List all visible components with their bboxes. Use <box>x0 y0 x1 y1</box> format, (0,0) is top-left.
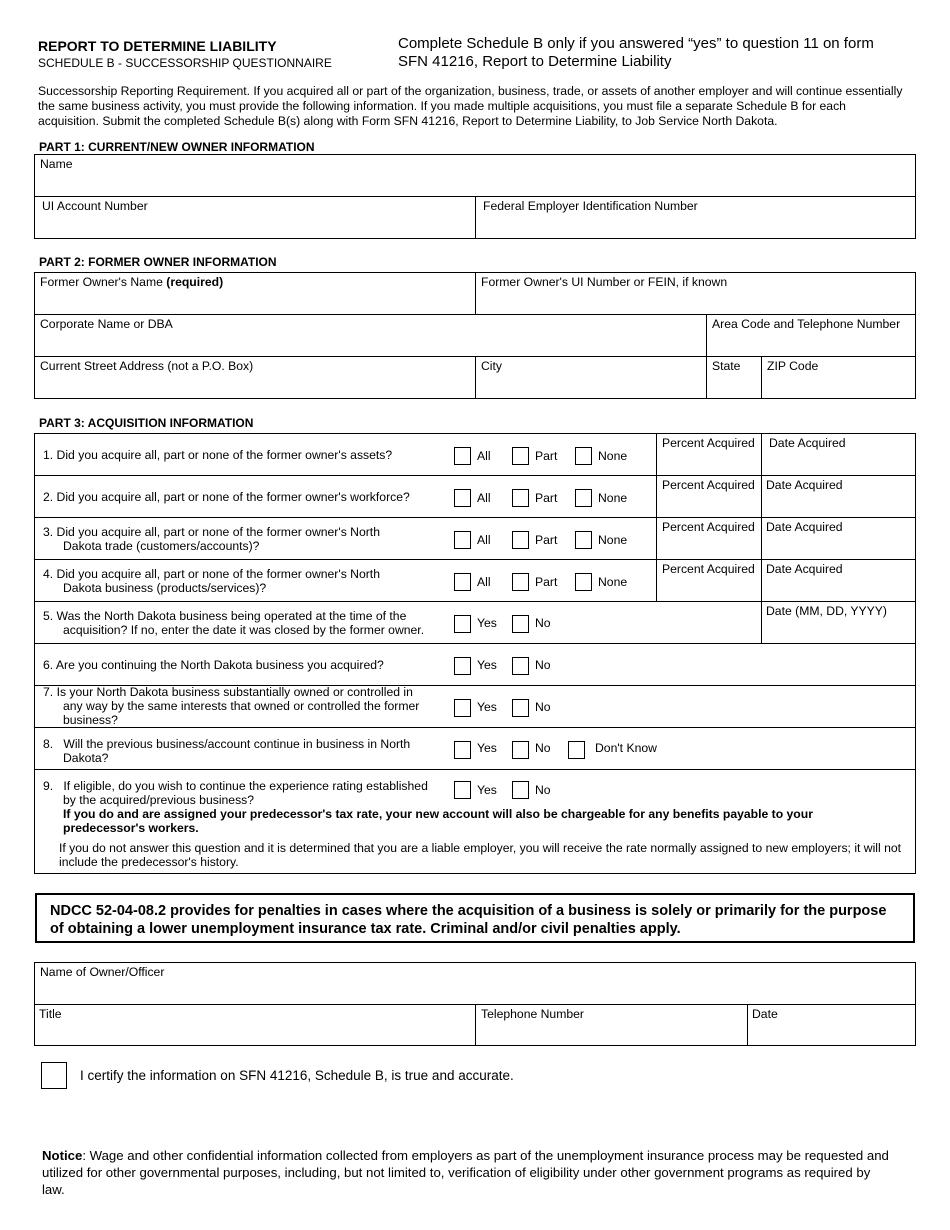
certify-checkbox[interactable] <box>41 1062 67 1089</box>
q2-all-label: All <box>477 491 491 505</box>
phone-field[interactable] <box>706 314 915 356</box>
state-label: State <box>712 359 741 373</box>
notice-text: : Wage and other confidential information collected from employers as part of the unemployment insurance process may be requested and utilized for other governmental purposes, including, but not limited to, verification of eligibility under other government programs as required by law. <box>42 1148 889 1197</box>
q6-yes-label: Yes <box>477 658 497 672</box>
part2-box <box>34 272 916 399</box>
q9-yes-label: Yes <box>477 783 497 797</box>
q2-all-checkbox[interactable] <box>454 489 471 507</box>
q7-no-label: No <box>535 700 551 714</box>
phone-label: Area Code and Telephone Number <box>712 317 901 331</box>
part1-box <box>34 154 916 239</box>
owner-name-label: Name of Owner/Officer <box>40 965 165 979</box>
q2-part-label: Part <box>535 491 558 505</box>
street-address-field[interactable] <box>35 356 476 398</box>
q3-none-label: None <box>598 533 628 547</box>
signature-box <box>34 962 916 1046</box>
part3-box <box>34 433 916 874</box>
q1-all-checkbox[interactable] <box>454 447 471 465</box>
part2-heading: PART 2: FORMER OWNER INFORMATION <box>39 255 277 269</box>
part3-heading: PART 3: ACQUISITION INFORMATION <box>39 416 254 430</box>
q5-yes-checkbox[interactable] <box>454 615 471 633</box>
name-field[interactable] <box>35 155 915 197</box>
q1-all-label: All <box>477 449 491 463</box>
q3-all-label: All <box>477 533 491 547</box>
q7-no-checkbox[interactable] <box>512 699 529 717</box>
street-address-label: Current Street Address (not a P.O. Box) <box>40 359 254 373</box>
former-owner-name-label: Former Owner's Name <box>40 275 167 289</box>
ui-account-label: UI Account Number <box>42 199 148 213</box>
q3-part-label: Part <box>535 533 558 547</box>
q5-no-checkbox[interactable] <box>512 615 529 633</box>
q4-none-label: None <box>598 575 628 589</box>
intro-paragraph: Successorship Reporting Requirement. If you acquired all or part of the organization, business, trade, or assets of another employer and will continue essentially the same business activity, you must provide the following information. If you made multiple acquisitions, you must file a separate Schedule B for each acquisition. Submit the completed Schedule B(s) along with Form SFN 41216, Report to Determine Liability, to Job Service North Dakota. <box>38 84 903 128</box>
question-7-line3: business? <box>63 713 118 727</box>
former-owner-name-field[interactable] <box>35 273 476 315</box>
certify-statement: I certify the information on SFN 41216, Schedule B, is true and accurate. <box>80 1068 514 1083</box>
row-divider <box>35 727 915 728</box>
q2-none-label: None <box>598 491 628 505</box>
question-6: 6. Are you continuing the North Dakota business you acquired? <box>43 658 384 672</box>
state-field[interactable] <box>706 356 762 398</box>
percent-acquired-label-1: Percent Acquired <box>662 436 755 450</box>
notice-paragraph <box>42 1147 892 1198</box>
percent-acquired-label-3: Percent Acquired <box>662 520 755 534</box>
question-7-number: 7. <box>43 685 54 699</box>
question-8 <box>43 737 410 765</box>
q8-yes-label: Yes <box>477 741 497 755</box>
question-1: 1. Did you acquire all, part or none of the former owner's assets? <box>43 448 393 462</box>
q8-yes-checkbox[interactable] <box>454 741 471 759</box>
question-7-line1: Is your North Dakota business substantially owned or controlled in <box>56 685 413 699</box>
q6-no-checkbox[interactable] <box>512 657 529 675</box>
question-4 <box>43 567 380 595</box>
zip-label: ZIP Code <box>767 359 819 373</box>
q4-all-checkbox[interactable] <box>454 573 471 591</box>
question-9-line2: by the acquired/previous business? <box>63 793 255 807</box>
question-9-note: If you do not answer this question and it is determined that you are a liable employer, you will receive the rate normally assigned to new employers; it will not include the predecessor's history. <box>59 841 902 869</box>
question-5 <box>43 609 424 637</box>
date-acquired-label-4: Date Acquired <box>766 562 843 576</box>
title-label: Title <box>39 1007 62 1021</box>
row-divider <box>35 643 915 644</box>
question-8-line1: Will the previous business/account continue in business in North <box>63 737 411 751</box>
telephone-field[interactable] <box>475 1004 748 1045</box>
q9-no-label: No <box>535 783 551 797</box>
question-3-line2: Dakota trade (customers/accounts)? <box>63 539 260 553</box>
former-owner-ui-field[interactable] <box>475 273 915 315</box>
zip-field[interactable] <box>761 356 915 398</box>
q8-no-checkbox[interactable] <box>512 741 529 759</box>
q3-none-checkbox[interactable] <box>575 531 592 549</box>
name-label: Name <box>40 157 73 171</box>
telephone-label: Telephone Number <box>481 1007 584 1021</box>
date-acquired-label-2: Date Acquired <box>766 478 843 492</box>
fein-label: Federal Employer Identification Number <box>483 199 698 213</box>
q1-part-checkbox[interactable] <box>512 447 529 465</box>
q3-all-checkbox[interactable] <box>454 531 471 549</box>
q4-part-label: Part <box>535 575 558 589</box>
q6-yes-checkbox[interactable] <box>454 657 471 675</box>
corporate-name-field[interactable] <box>35 314 707 356</box>
part1-heading: PART 1: CURRENT/NEW OWNER INFORMATION <box>39 140 315 154</box>
q4-all-label: All <box>477 575 491 589</box>
q4-part-checkbox[interactable] <box>512 573 529 591</box>
question-2: 2. Did you acquire all, part or none of the former owner's workforce? <box>43 490 410 504</box>
date-closed-label: Date (MM, DD, YYYY) <box>766 604 887 618</box>
question-9-number: 9. <box>43 779 54 793</box>
city-field[interactable] <box>475 356 707 398</box>
question-9-warning: If you do and are assigned your predecessor's tax rate, your new account will also be chargeable for any benefits payable to your predecessor's workers. <box>63 807 813 835</box>
form-subtitle: SCHEDULE B - SUCCESSORSHIP QUESTIONNAIRE <box>38 56 332 70</box>
q7-yes-checkbox[interactable] <box>454 699 471 717</box>
question-8-line2: Dakota? <box>63 751 109 765</box>
q8-dont-know-label: Don't Know <box>595 741 657 755</box>
q2-none-checkbox[interactable] <box>575 489 592 507</box>
q9-no-checkbox[interactable] <box>512 781 529 799</box>
question-9 <box>43 779 903 869</box>
question-4-line1: 4. Did you acquire all, part or none of the former owner's North <box>43 567 380 581</box>
penalty-notice: NDCC 52-04-08.2 provides for penalties in cases where the acquisition of a business is solely or primarily for the purpose of obtaining a lower unemployment insurance tax rate. Criminal and/or civil penalties apply. <box>35 893 915 943</box>
former-owner-ui-label: Former Owner's UI Number or FEIN, if known <box>481 275 728 289</box>
q4-none-checkbox[interactable] <box>575 573 592 591</box>
corporate-name-label: Corporate Name or DBA <box>40 317 173 331</box>
form-title: REPORT TO DETERMINE LIABILITY <box>38 38 277 54</box>
notice-label: Notice <box>42 1148 83 1163</box>
date-acquired-label-3: Date Acquired <box>766 520 843 534</box>
row-divider <box>35 769 915 770</box>
q2-part-checkbox[interactable] <box>512 489 529 507</box>
title-field[interactable] <box>35 1004 476 1045</box>
question-5-line1: 5. Was the North Dakota business being operated at the time of the <box>43 609 407 623</box>
q9-yes-checkbox[interactable] <box>454 781 471 799</box>
date-field[interactable] <box>747 1004 915 1045</box>
q7-yes-label: Yes <box>477 700 497 714</box>
question-9-line1: If eligible, do you wish to continue the experience rating established <box>63 779 428 793</box>
q3-part-checkbox[interactable] <box>512 531 529 549</box>
question-3 <box>43 525 380 553</box>
q1-none-label: None <box>598 449 628 463</box>
percent-acquired-label-2: Percent Acquired <box>662 478 755 492</box>
question-8-number: 8. <box>43 737 54 751</box>
q1-part-label: Part <box>535 449 558 463</box>
question-7-line2: any way by the same interests that owned or controlled the former <box>63 699 420 713</box>
q5-yes-label: Yes <box>477 616 497 630</box>
question-5-line2: acquisition? If no, enter the date it was closed by the former owner. <box>63 623 425 637</box>
header-instruction: Complete Schedule B only if you answered “yes” to question 11 on form SFN 41216, Report to Determine Liability <box>398 35 874 70</box>
city-label: City <box>481 359 502 373</box>
q5-no-label: No <box>535 616 551 630</box>
question-4-line2: Dakota business (products/services)? <box>63 581 267 595</box>
date-label: Date <box>752 1007 778 1021</box>
percent-acquired-label-4: Percent Acquired <box>662 562 755 576</box>
q6-no-label: No <box>535 658 551 672</box>
owner-name-field[interactable] <box>35 963 915 1005</box>
required-label: (required) <box>166 275 224 289</box>
q8-dont-know-checkbox[interactable] <box>568 741 585 759</box>
question-7 <box>43 685 419 727</box>
question-3-line1: 3. Did you acquire all, part or none of the former owner's North <box>43 525 380 539</box>
q8-no-label: No <box>535 741 551 755</box>
q1-none-checkbox[interactable] <box>575 447 592 465</box>
ui-account-field[interactable] <box>35 196 476 238</box>
fein-field[interactable] <box>475 196 915 238</box>
date-acquired-label-1: Date Acquired <box>769 436 846 450</box>
